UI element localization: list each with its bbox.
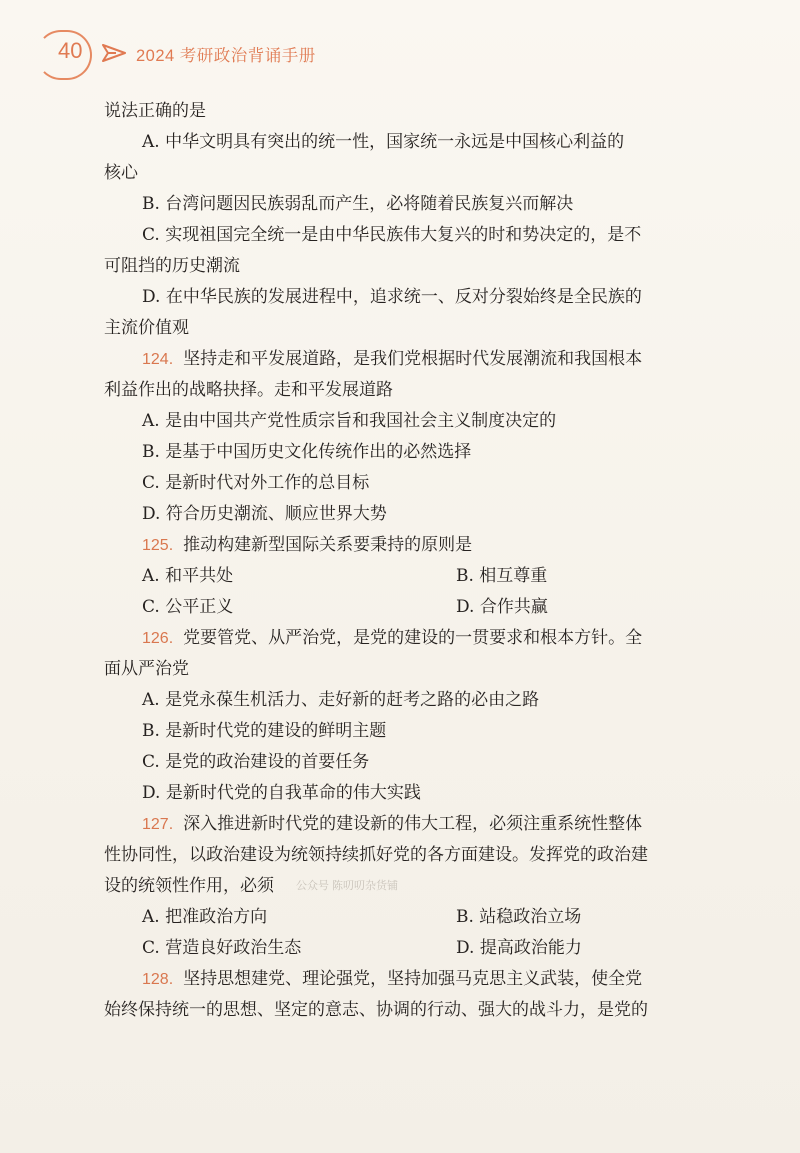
question-number: 125. <box>142 537 174 554</box>
q127-option-a: A. 把准政治方向 <box>142 907 268 927</box>
q123-option-c: C. 实现祖国完全统一是由中华民族伟大复兴的时和势决定的，是不 <box>142 225 642 245</box>
q127-options-row-1 <box>104 902 744 933</box>
question-number: 124. <box>142 351 174 368</box>
q124-stem-text: 坚持走和平发展道路，是我们党根据时代发展潮流和我国根本 <box>183 349 643 369</box>
q125-options-row-2 <box>104 592 744 623</box>
question-number: 126. <box>142 630 174 647</box>
q126-option-b: B. 是新时代党的建设的鲜明主题 <box>142 721 387 741</box>
q126-option-c: C. 是党的政治建设的首要任务 <box>142 752 370 772</box>
q123-option-b: B. 台湾问题因民族弱乱而产生，必将随着民族复兴而解决 <box>142 194 574 214</box>
page-header <box>36 30 456 80</box>
page-number: 40 <box>58 38 83 63</box>
q125-option-d: D. 合作共赢 <box>456 597 548 617</box>
q124-option-b: B. 是基于中国历史文化传统作出的必然选择 <box>142 442 472 462</box>
q127-option-d: D. 提高政治能力 <box>456 938 582 958</box>
q124-option-a: A. 是由中国共产党性质宗旨和我国社会主义制度决定的 <box>142 411 557 431</box>
q124-stem <box>104 344 744 375</box>
q127-stem-text: 深入推进新时代党的建设新的伟大工程，必须注重系统性整体 <box>183 814 643 834</box>
q128-stem-cont: 始终保持统一的思想、坚定的意志、协调的行动、强大的战斗力，是党的 <box>104 1000 648 1020</box>
q124-stem-cont: 利益作出的战略抉择。走和平发展道路 <box>104 380 393 400</box>
q127-stem <box>104 809 744 840</box>
q124-option-d: D. 符合历史潮流、顺应世界大势 <box>142 504 387 524</box>
q127-option-b: B. 站稳政治立场 <box>456 907 582 927</box>
q123-option-d-cont: 主流价值观 <box>104 318 189 338</box>
page-content <box>104 96 744 1026</box>
q128-stem-text: 坚持思想建党、理论强党，坚持加强马克思主义武装，使全党 <box>183 969 643 989</box>
question-number: 128. <box>142 971 174 988</box>
book-title: 2024 考研政治背诵手册 <box>136 47 316 65</box>
q126-stem-cont: 面从严治党 <box>104 659 189 679</box>
q125-stem <box>104 530 744 561</box>
q123-option-c-cont: 可阻挡的历史潮流 <box>104 256 240 276</box>
intro-line: 说法正确的是 <box>104 101 206 121</box>
q123-option-d: D. 在中华民族的发展进程中，追求统一、反对分裂始终是全民族的 <box>142 287 642 307</box>
q127-stem-cont-1: 性协同性，以政治建设为统领持续抓好党的各方面建设。发挥党的政治建 <box>104 845 648 865</box>
question-number: 127. <box>142 816 174 833</box>
q126-stem <box>104 623 744 654</box>
q125-option-b: B. 相互尊重 <box>456 566 548 586</box>
q124-option-c: C. 是新时代对外工作的总目标 <box>142 473 370 493</box>
q126-option-d: D. 是新时代党的自我革命的伟大实践 <box>142 783 421 803</box>
q127-stem-cont-2 <box>104 871 744 902</box>
q125-option-c: C. 公平正义 <box>142 597 234 617</box>
watermark-text: 公众号 陈叨叨杂货铺 <box>296 880 399 892</box>
q126-option-a: A. 是党永葆生机活力、走好新的赶考之路的必由之路 <box>142 690 540 710</box>
q127-options-row-2 <box>104 933 744 964</box>
q127-stem-text-3: 设的统领性作用，必须 <box>104 876 274 896</box>
q123-option-a-cont: 核心 <box>104 163 138 183</box>
q125-options-row-1 <box>104 561 744 592</box>
q127-option-c: C. 营造良好政治生态 <box>142 938 302 958</box>
q125-stem-text: 推动构建新型国际关系要秉持的原则是 <box>183 535 473 555</box>
paper-plane-icon <box>102 43 126 63</box>
q123-option-a: A. 中华文明具有突出的统一性，国家统一永远是中国核心利益的 <box>142 132 625 152</box>
q128-stem <box>104 964 744 995</box>
q125-option-a: A. 和平共处 <box>142 566 234 586</box>
q126-stem-text: 党要管党、从严治党，是党的建设的一贯要求和根本方针。全 <box>183 628 643 648</box>
